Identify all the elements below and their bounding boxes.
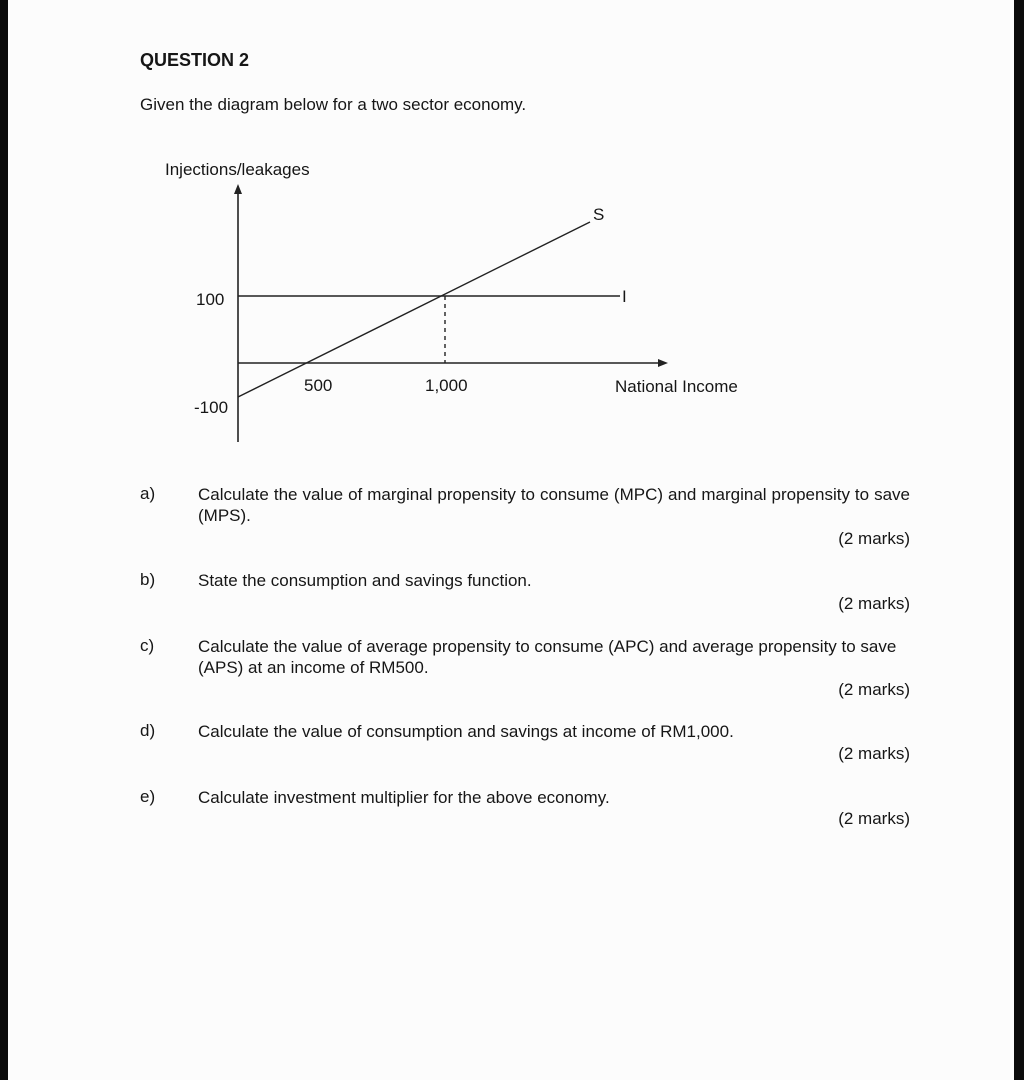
part-text: State the consumption and savings function.	[198, 571, 532, 590]
injections-leakages-diagram	[8, 0, 1014, 460]
x-axis-arrow	[658, 359, 668, 367]
part-letter: c)	[140, 636, 155, 655]
part-letter: a)	[140, 484, 156, 503]
question-title: QUESTION 2	[140, 50, 250, 70]
y-axis-arrow	[234, 184, 242, 194]
savings-line	[238, 222, 590, 397]
part-marks: (2 marks)	[838, 680, 910, 699]
part-text: Calculate the value of consumption and savings at income of RM1,000.	[198, 722, 734, 741]
y-tick-minus-100: -100	[194, 398, 229, 417]
part-text: Calculate the value of average propensity to consume (APC) and average propensity to save (APS) at an income of RM500.	[198, 637, 897, 677]
investment-line-label: I	[622, 287, 627, 306]
part-text: Calculate investment multiplier for the above economy.	[198, 788, 610, 807]
x-tick-1000: 1,000	[425, 376, 468, 395]
part-text: Calculate the value of marginal propensity to consume (MPC) and marginal propensity to save (MPS).	[198, 485, 910, 525]
question-intro: Given the diagram below for a two sector economy.	[140, 95, 527, 114]
part-marks: (2 marks)	[838, 529, 910, 548]
part-letter: b)	[140, 570, 156, 589]
part-marks: (2 marks)	[838, 744, 910, 763]
y-tick-100: 100	[196, 290, 225, 309]
x-axis-label: National Income	[615, 377, 738, 396]
savings-line-label: S	[593, 205, 605, 224]
part-letter: e)	[140, 787, 156, 806]
part-letter: d)	[140, 721, 156, 740]
x-tick-500: 500	[304, 376, 333, 395]
part-marks: (2 marks)	[838, 594, 910, 613]
y-axis-label: Injections/leakages	[165, 160, 310, 179]
part-marks: (2 marks)	[838, 809, 910, 828]
exam-page	[8, 0, 1014, 1080]
